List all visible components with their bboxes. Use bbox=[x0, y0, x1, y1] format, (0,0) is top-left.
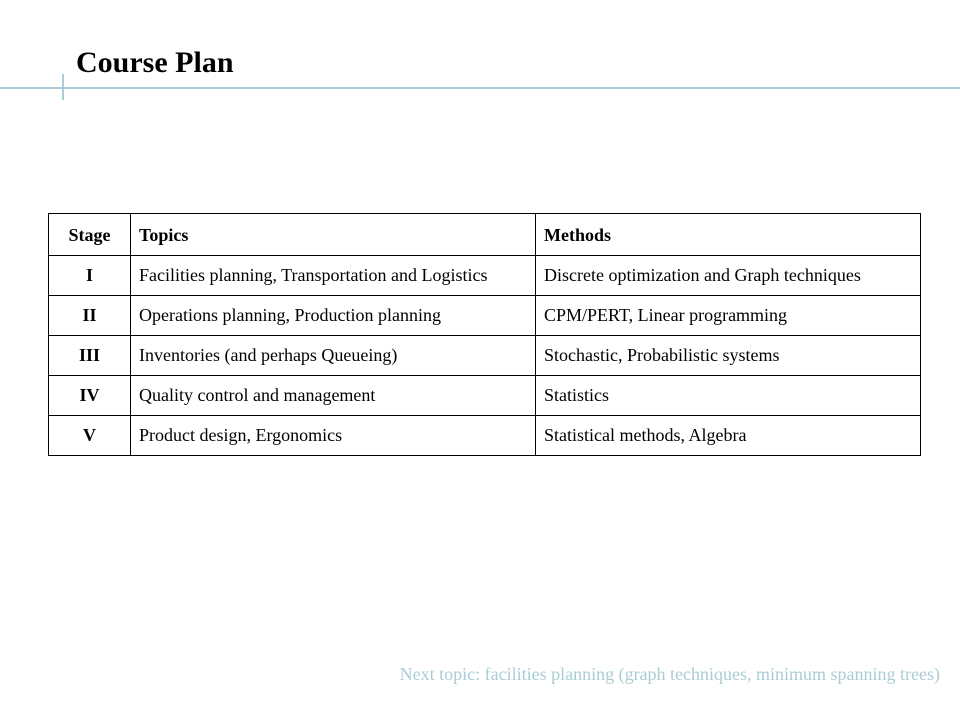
topics-cell: Inventories (and perhaps Queueing) bbox=[131, 336, 536, 376]
stage-cell: IV bbox=[49, 376, 131, 416]
table-row bbox=[49, 376, 921, 416]
topics-cell: Operations planning, Production planning bbox=[131, 296, 536, 336]
methods-cell: Discrete optimization and Graph techniques bbox=[536, 256, 921, 296]
stage-cell: I bbox=[49, 256, 131, 296]
table-row bbox=[49, 416, 921, 456]
title-underline bbox=[0, 87, 960, 89]
table-row bbox=[49, 336, 921, 376]
methods-cell: CPM/PERT, Linear programming bbox=[536, 296, 921, 336]
header-methods: Methods bbox=[536, 214, 921, 256]
header-stage: Stage bbox=[49, 214, 131, 256]
topics-cell: Facilities planning, Transportation and Logistics bbox=[131, 256, 536, 296]
stage-cell: III bbox=[49, 336, 131, 376]
stage-cell: II bbox=[49, 296, 131, 336]
stage-cell: V bbox=[49, 416, 131, 456]
slide-title: Course Plan bbox=[76, 46, 234, 79]
topics-cell: Product design, Ergonomics bbox=[131, 416, 536, 456]
next-topic-note: Next topic: facilities planning (graph techniques, minimum spanning trees) bbox=[399, 664, 940, 684]
methods-cell: Statistics bbox=[536, 376, 921, 416]
topics-cell: Quality control and management bbox=[131, 376, 536, 416]
table-row bbox=[49, 256, 921, 296]
table-row bbox=[49, 296, 921, 336]
table-header-row bbox=[49, 214, 921, 256]
course-plan-table bbox=[48, 213, 921, 456]
header-topics: Topics bbox=[131, 214, 536, 256]
title-accent-tick bbox=[62, 74, 64, 100]
methods-cell: Statistical methods, Algebra bbox=[536, 416, 921, 456]
methods-cell: Stochastic, Probabilistic systems bbox=[536, 336, 921, 376]
